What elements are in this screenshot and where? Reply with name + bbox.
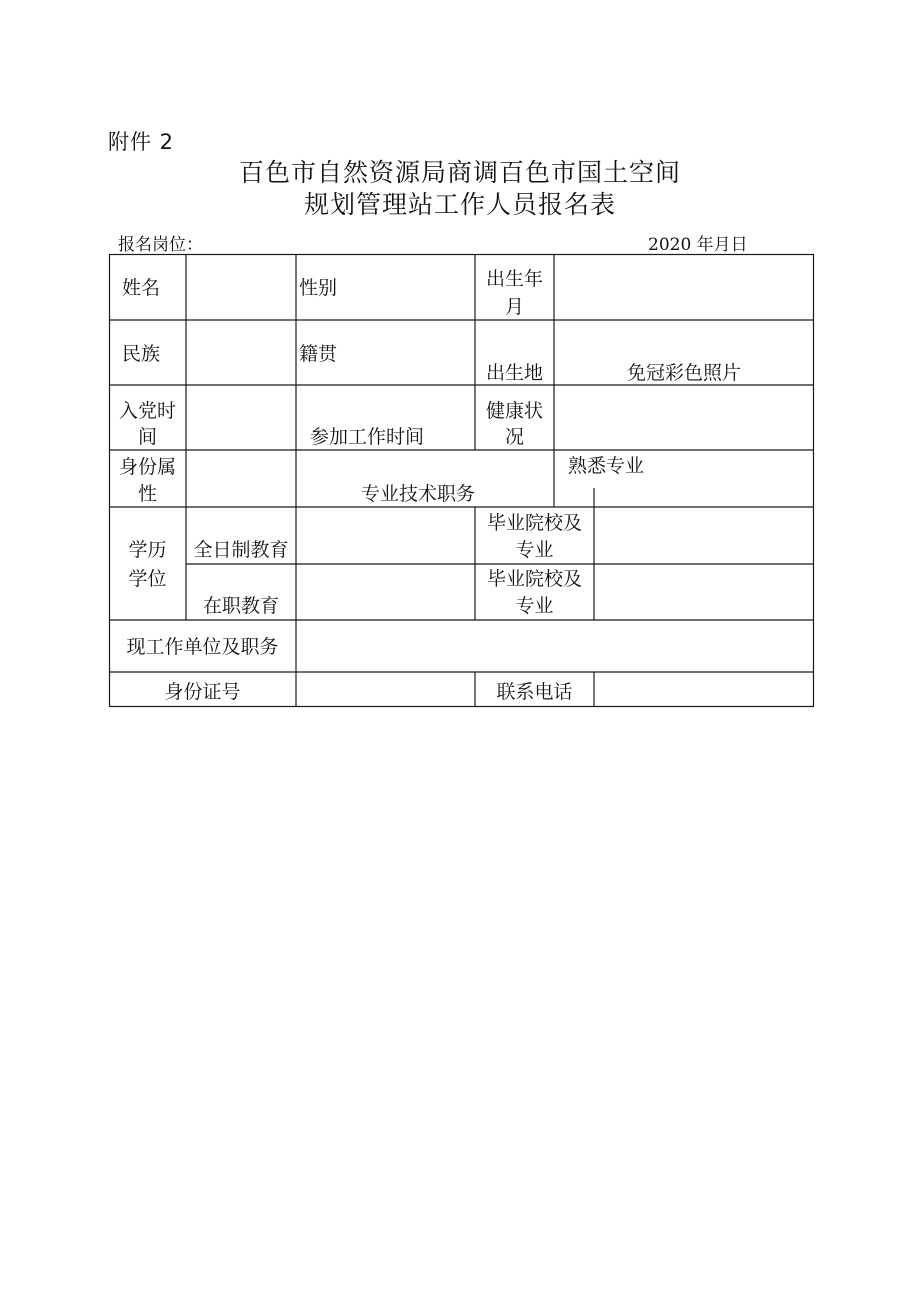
birthplace-label: 出生地 (485, 362, 543, 384)
professional-title-label: 专业技术职务 (361, 483, 476, 505)
identity-value-cell[interactable] (187, 451, 295, 506)
current-job-value-cell[interactable] (297, 621, 813, 671)
expertise-label: 熟悉专业 (568, 455, 645, 477)
id-number-label: 身份证号 (164, 681, 241, 703)
health-label-line-1: 健康状 (485, 400, 543, 422)
gender-value-cell[interactable] (346, 255, 474, 319)
parttime-school-label-line-1: 毕业院校及 (486, 568, 582, 590)
birth-date-label-line-2: 月 (504, 296, 524, 318)
gender-label: 性别 (299, 277, 338, 299)
birth-date-label-line-1: 出生年 (485, 268, 543, 290)
position-label: 报名岗位： (118, 235, 203, 255)
ethnicity-value-cell[interactable] (187, 321, 295, 384)
fulltime-school-label-line-2: 专业 (515, 539, 554, 561)
ethnicity-label: 民族 (122, 343, 161, 365)
fulltime-degree-value-cell[interactable] (297, 508, 474, 563)
parttime-degree-value-cell[interactable] (297, 565, 474, 619)
parttime-education-label: 在职教育 (202, 595, 279, 617)
attachment-label: 附件 2 (108, 130, 175, 154)
parttime-school-label-line-2: 专业 (515, 595, 554, 617)
health-value-cell[interactable] (555, 386, 813, 449)
phone-value-cell[interactable] (595, 673, 813, 705)
date-label: 2020 年月日 (648, 235, 748, 255)
education-label-line-1: 学历 (128, 539, 167, 561)
name-label: 姓名 (122, 277, 161, 299)
work-start-label: 参加工作时间 (310, 426, 425, 448)
identity-label-line-2: 性 (137, 483, 157, 505)
form-title-line-2: 规划管理站工作人员报名表 (303, 190, 616, 219)
native-place-value-cell[interactable] (346, 321, 474, 384)
health-label-line-2: 况 (504, 426, 524, 448)
birth-date-value-cell[interactable] (555, 255, 813, 319)
native-place-label: 籍贯 (299, 343, 338, 365)
name-value-cell[interactable] (187, 255, 295, 319)
education-label-line-2: 学位 (128, 568, 167, 590)
fulltime-school-value-cell[interactable] (595, 508, 813, 563)
fulltime-education-label: 全日制教育 (193, 539, 289, 561)
id-number-value-cell[interactable] (297, 673, 474, 705)
party-date-label-line-2: 间 (137, 426, 157, 448)
current-job-label: 现工作单位及职务 (126, 636, 279, 658)
party-date-value-cell[interactable] (187, 386, 295, 449)
fulltime-school-label-line-1: 毕业院校及 (486, 512, 582, 534)
parttime-school-value-cell[interactable] (595, 565, 813, 619)
phone-label: 联系电话 (496, 681, 573, 703)
party-date-label-line-1: 入党时 (118, 400, 176, 422)
form-title-line-1: 百色市自然资源局商调百色市国土空间 (238, 158, 681, 187)
photo-label: 免冠彩色照片 (626, 362, 741, 384)
identity-label-line-1: 身份属 (118, 456, 176, 478)
